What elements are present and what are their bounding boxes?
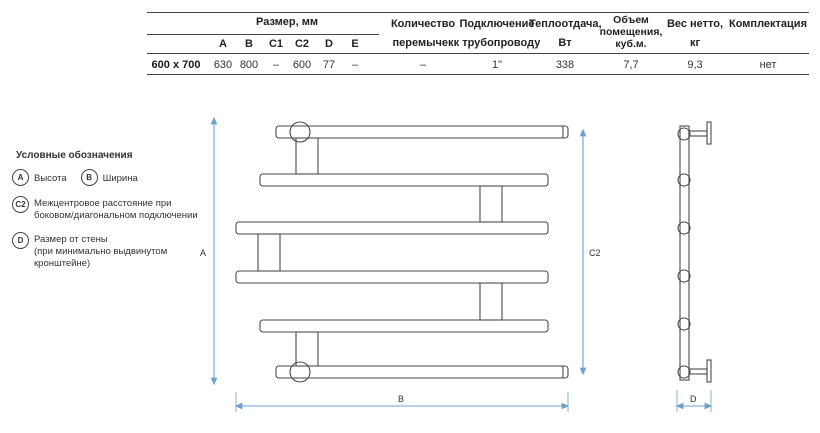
dim-a-label: A bbox=[200, 248, 207, 258]
row-crossbars: – bbox=[419, 59, 427, 71]
row-heat: 338 bbox=[555, 59, 575, 71]
rail-6 bbox=[276, 366, 568, 378]
rail-1 bbox=[276, 126, 568, 138]
side-view bbox=[678, 122, 711, 382]
header-size: Размер, мм bbox=[256, 16, 318, 28]
row-connection: 1" bbox=[491, 59, 503, 71]
legend-title: Условные обозначения bbox=[16, 150, 133, 161]
header-volume: Объем помещения, куб.м. bbox=[599, 14, 663, 50]
size-col-c1: C1 bbox=[268, 38, 284, 50]
row-weight: 9,3 bbox=[687, 59, 703, 71]
legend-text-b: Ширина bbox=[102, 172, 138, 184]
row-size-d: 77 bbox=[322, 59, 336, 71]
row-model: 600 x 700 bbox=[151, 59, 201, 71]
connector-left-middle bbox=[258, 234, 280, 271]
header-weight: Вес нетто, кг bbox=[666, 18, 724, 49]
connector-left-top bbox=[296, 138, 318, 174]
row-size-a: 630 bbox=[213, 59, 233, 71]
rail-4 bbox=[236, 271, 548, 283]
legend-text-d-line1: Размер от стены bbox=[34, 234, 108, 245]
row-size-e: – bbox=[351, 59, 359, 71]
size-col-e: E bbox=[351, 38, 359, 50]
badge-d: D bbox=[12, 232, 29, 249]
size-col-a: A bbox=[219, 38, 227, 50]
mount-top bbox=[290, 122, 310, 142]
legend-text-c2-line2: боковом/диагональном подключении bbox=[34, 210, 198, 221]
row-size-b: 800 bbox=[239, 59, 259, 71]
row-kit: нет bbox=[759, 59, 777, 71]
side-wall-plate-top bbox=[707, 122, 711, 144]
dim-c2-label: C2 bbox=[589, 248, 601, 258]
front-view bbox=[236, 122, 568, 382]
size-col-b: B bbox=[245, 38, 253, 50]
header-crossbars: Количество перемычек bbox=[390, 18, 456, 49]
dimension-d bbox=[677, 390, 711, 412]
header-kit: Комплектация bbox=[729, 18, 807, 30]
rail-5 bbox=[260, 320, 548, 332]
connector-right-top bbox=[480, 186, 502, 222]
row-size-c2: 600 bbox=[292, 59, 312, 71]
legend-text-a: Высота bbox=[34, 172, 67, 184]
badge-b: B bbox=[81, 169, 98, 186]
size-col-c2: C2 bbox=[294, 38, 310, 50]
size-col-d: D bbox=[325, 38, 333, 50]
rail-2 bbox=[260, 174, 548, 186]
dimension-a bbox=[200, 120, 214, 382]
rail-3 bbox=[236, 222, 548, 234]
side-bracket-top bbox=[689, 131, 707, 136]
badge-a: A bbox=[12, 169, 29, 186]
dimension-c2 bbox=[583, 132, 601, 372]
side-wall-plate-bottom bbox=[707, 360, 711, 382]
header-connection: Подключение к трубопроводу bbox=[453, 18, 541, 49]
badge-c2: C2 bbox=[12, 196, 29, 213]
dim-d-label: D bbox=[690, 394, 697, 404]
connector-left-bottom bbox=[296, 332, 318, 366]
side-tube bbox=[680, 126, 689, 380]
row-size-c1: – bbox=[272, 59, 280, 71]
dim-b-label: B bbox=[398, 394, 405, 404]
side-bracket-bottom bbox=[689, 369, 707, 374]
connector-right-bottom bbox=[480, 283, 502, 320]
legend-text-d-line2: (при минимально выдвинутом кронштейне) bbox=[34, 246, 168, 269]
row-volume: 7,7 bbox=[623, 59, 639, 71]
mount-bottom bbox=[290, 362, 310, 382]
dimension-b bbox=[236, 392, 568, 412]
legend-text-c2-line1: Межцентровое расстояние при bbox=[34, 198, 172, 209]
header-heat: Теплоотдача, Вт bbox=[529, 18, 602, 49]
